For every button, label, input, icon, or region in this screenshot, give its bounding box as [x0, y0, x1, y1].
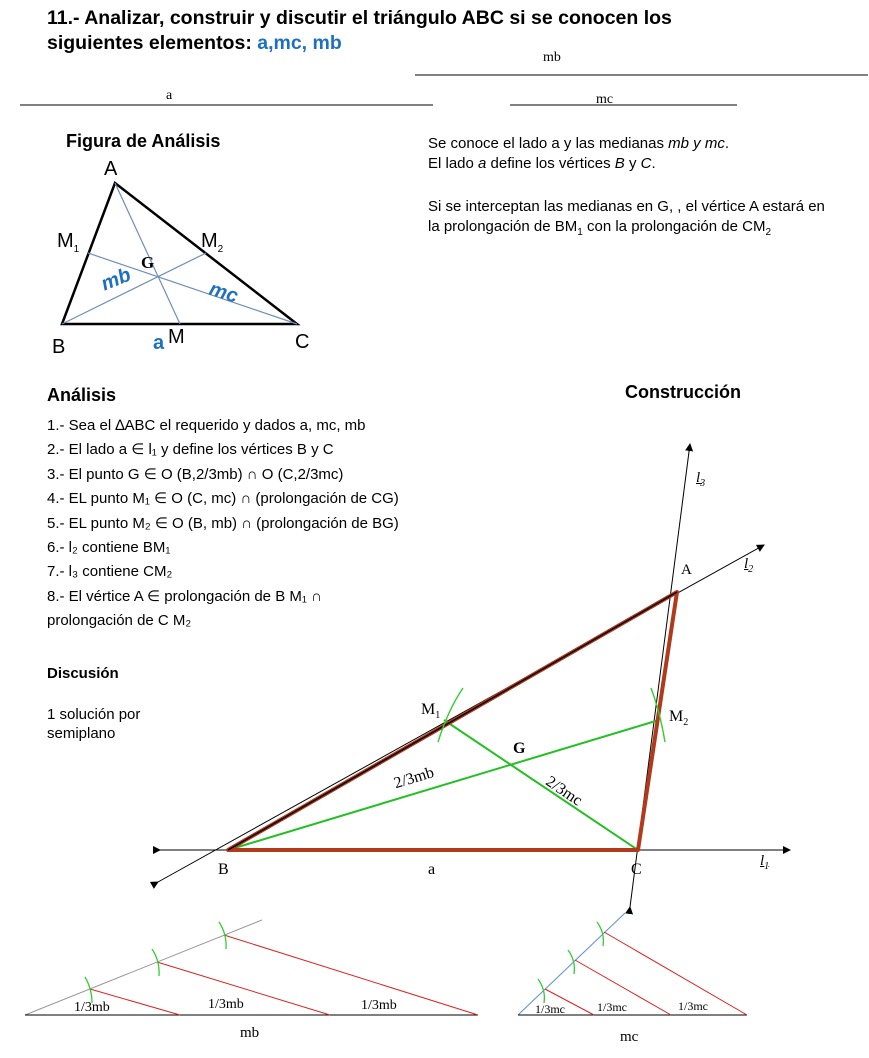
- fig-label-A: A: [104, 158, 118, 180]
- con-label-l3: $l_3$: [696, 470, 706, 489]
- mb-part-2: 1/3mb: [208, 997, 244, 1012]
- mc-part-3: 1/3mc: [678, 999, 708, 1013]
- division-mc-arc-2: [568, 950, 574, 974]
- analysis-step: 8.- El vértice A ∈ prolongación de B M₁ ∩: [47, 587, 322, 605]
- analysis-step: 2.- El lado a ∈ l₁ y define los vértices B y C: [47, 441, 334, 459]
- fig-label-mc: mc: [206, 278, 241, 308]
- fig-label-mb: mb: [98, 263, 135, 296]
- description-p3: Si se interceptan las medianas en G, , el vértice A estará en la prolongación de $BM_1$ con la prolongación de $CM_2$: [428, 198, 825, 238]
- con-label-M1: $M_1$: [421, 701, 441, 722]
- con-label-A: A: [681, 562, 692, 578]
- title-line2: siguientes elementos:: [47, 32, 258, 54]
- analysis-step: 4.- EL punto M₁ ∈ O (C, mc) ∩ (prolongación de CG): [47, 490, 399, 508]
- analysis-step: prolongación de C M₂: [47, 612, 192, 630]
- mb-division-label: mb: [240, 1025, 260, 1041]
- segment-mc-label: mc: [596, 92, 614, 107]
- con-label-G: G: [513, 740, 526, 757]
- analysis-step: 3.- El punto G ∈ O (B,2/3mb) ∩ O (C,2/3mc): [47, 465, 344, 483]
- segment-a-label: a: [166, 88, 173, 103]
- side-c: [228, 592, 677, 850]
- con-label-l2: $l_2$: [744, 556, 754, 575]
- fig-label-C: C: [295, 331, 310, 353]
- division-mc-arc-1: [538, 979, 544, 1003]
- analysis-heading: Análisis: [47, 385, 117, 405]
- mb-part-3: 1/3mb: [361, 998, 397, 1013]
- discussion-text: 1 solución por semiplano: [47, 706, 141, 742]
- title-elements: a,mc, mb: [257, 32, 342, 54]
- con-label-C: C: [631, 861, 642, 878]
- division-mc-arc-3: [597, 922, 603, 946]
- title-line1: 11.- Analizar, construir y discutir el triángulo ABC si se conocen los: [47, 7, 672, 29]
- discussion-heading: Discusión: [47, 665, 119, 682]
- fig-label-a: a: [153, 332, 165, 354]
- con-label-l1: $l_1$: [760, 853, 770, 872]
- con-label-M2: $M_2$: [669, 708, 689, 729]
- fig-label-M1: $M_1$: [57, 230, 80, 255]
- con-label-B: B: [218, 861, 229, 878]
- con-label-two-thirds-mc: 2/3mc: [542, 773, 586, 810]
- analysis-step: 6.- l₂ contiene BM₁: [47, 539, 171, 557]
- fig-label-M: M: [168, 326, 185, 348]
- mc-division-label: mc: [620, 1029, 639, 1045]
- analysis-step: 5.- EL punto M₂ ∈ O (B, mb) ∩ (prolongación de BG): [47, 514, 399, 532]
- description-p1: Se conoce el lado a y las medianas mb y mc. El lado a define los vértices B y C.: [428, 135, 729, 172]
- segment-mb-label: mb: [543, 50, 561, 65]
- median-mb: [228, 720, 659, 850]
- analysis-figure-heading: Figura de Análisis: [66, 131, 221, 151]
- mc-part-1: 1/3mc: [535, 1002, 565, 1016]
- median-mc: [444, 720, 638, 850]
- analysis-step: 7.- l₃ contiene CM₂: [47, 563, 173, 581]
- con-label-two-thirds-mb: 2/3mb: [392, 764, 437, 793]
- analysis-step: 1.- Sea el ∆ABC el requerido y dados a, mc, mb: [47, 417, 366, 434]
- fig-label-G: G: [141, 253, 155, 272]
- mc-part-2: 1/3mc: [597, 1000, 627, 1014]
- con-label-a: a: [428, 861, 436, 878]
- fig-label-B: B: [52, 336, 66, 358]
- construction-heading: Construcción: [625, 382, 742, 402]
- mb-part-1: 1/3mb: [74, 1000, 110, 1015]
- division-mb-3: [224, 935, 478, 1015]
- fig-label-M2: $M_2$: [201, 230, 224, 255]
